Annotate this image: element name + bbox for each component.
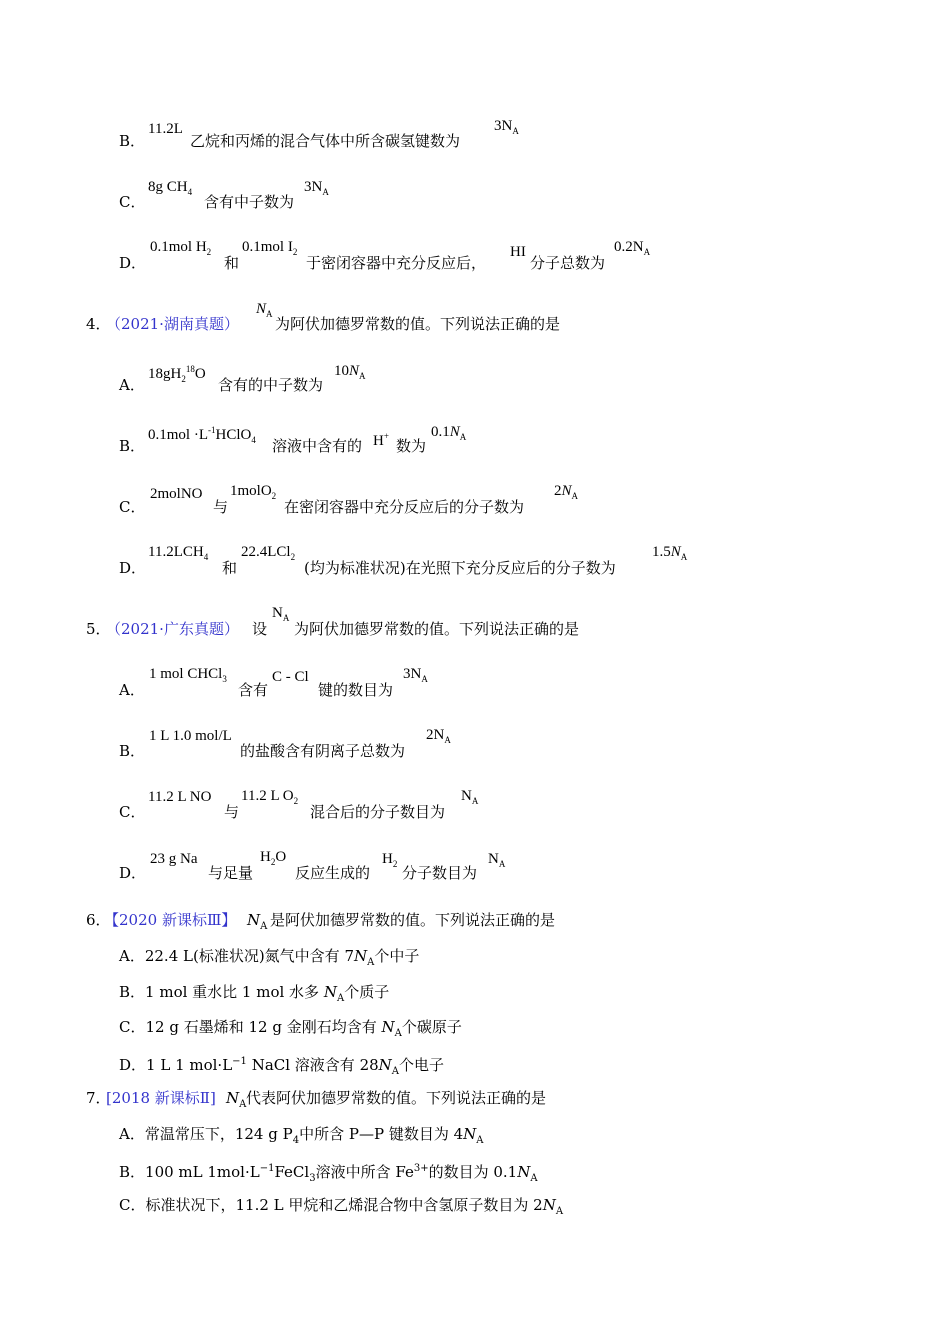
formula: $2N_A$ <box>426 727 451 745</box>
q7-option-c: C．标准状况下，11.2 L 甲烷和乙烯混合物中含氢原子数目为 $2N_A$ <box>119 1196 564 1217</box>
formula: $N_A$ <box>226 1089 247 1110</box>
option-label: D． <box>119 254 147 272</box>
question-source: （2021·湖南真题） <box>106 315 239 333</box>
formula: 11.2 L $O_2$ <box>241 788 299 806</box>
formula: $N_A$ <box>461 788 479 806</box>
question-number: 4． <box>86 315 111 333</box>
formula: $N_A$ <box>272 605 290 623</box>
option-text: 在密闭容器中充分反应后的分子数为 <box>284 498 525 516</box>
option-label: D． <box>119 559 147 577</box>
option-text: 与 <box>213 498 229 516</box>
formula: 8g $CH_4$ <box>148 179 193 197</box>
option-text: 溶液中含有的 <box>272 437 363 455</box>
q6-option-a: A．22.4 L(标准状况)氮气中含有 $7N_A$个中子 <box>119 947 420 968</box>
option-text: 和 <box>222 559 238 577</box>
formula: $18gH_2^{18}O$ <box>148 364 206 384</box>
formula: 1 L 1.0 mol/L <box>149 728 232 744</box>
formula: $N_A$ <box>247 911 268 932</box>
option-text: 与 <box>224 803 240 821</box>
option-label: B． <box>119 742 146 760</box>
formula: 2molNO <box>150 486 203 502</box>
formula: $0.1mol \cdot L^{-1}HClO_4$ <box>148 425 256 445</box>
question-source: [2018 新课标Ⅱ] <box>106 1089 216 1107</box>
option-text: 于密闭容器中充分反应后， <box>306 254 487 272</box>
formula: $N_A$ <box>488 851 506 869</box>
formula: $3N_A$ <box>403 666 428 684</box>
formula: $11.2LCH_4$ <box>148 544 209 562</box>
option-text: 分子总数为 <box>530 254 606 272</box>
formula: $0.1N_A$ <box>431 424 467 442</box>
option-label: D． <box>119 864 147 882</box>
option-text: 含有的中子数为 <box>218 376 324 394</box>
option-label: C． <box>119 803 146 821</box>
formula: $H_2$ <box>382 851 398 869</box>
option-label: B． <box>119 437 146 455</box>
formula: 22.4LCl$_2$ <box>241 544 296 562</box>
formula: 11.2L <box>148 121 183 137</box>
formula: $H_2O$ <box>260 849 287 867</box>
question-stem: 代表阿伏加德罗常数的值。下列说法正确的是 <box>246 1089 547 1107</box>
question-number: 6． <box>86 911 111 929</box>
formula: 1 mol CHCl$_3$ <box>149 666 227 684</box>
formula: $10N_A$ <box>334 363 366 381</box>
q7-option-b: B．100 mL $1mol\cdot L^{-1}FeCl_3$溶液中所含 $Fe^{3+}$的数目为 $0.1N_A$ <box>119 1163 538 1184</box>
formula: 23 g Na <box>150 851 198 867</box>
question-number: 5． <box>86 620 111 638</box>
formula: $N_A$ <box>256 301 273 319</box>
question-stem: 是阿伏加德罗常数的值。下列说法正确的是 <box>270 911 556 929</box>
option-text: 和 <box>224 254 240 272</box>
option-text: 键的数目为 <box>318 681 394 699</box>
q6-option-c: C．12 g 石墨烯和 12 g 金刚石均含有 $N_A$个碳原子 <box>119 1018 462 1039</box>
formula: C - Cl <box>272 669 309 685</box>
formula: 0.1mol $H_2$ <box>150 239 212 257</box>
option-label: C． <box>119 498 146 516</box>
question-stem-prefix: 设 <box>252 620 268 638</box>
question-number: 7． <box>86 1089 111 1107</box>
option-text: 乙烷和丙烯的混合气体中所含碳氢键数为 <box>190 132 461 150</box>
formula: $3N_A$ <box>494 118 519 136</box>
q6-option-d: D．1 L 1 $mol\cdot L^{-1}$ NaCl 溶液含有 $28N_A$个电子 <box>119 1056 445 1077</box>
formula: $2N_A$ <box>554 483 579 501</box>
option-label: B． <box>119 132 146 150</box>
option-text: 与足量 <box>208 864 254 882</box>
formula: $1.5N_A$ <box>652 544 688 562</box>
question-stem: 为阿伏加德罗常数的值。下列说法正确的是 <box>294 620 580 638</box>
formula: $0.2N_A$ <box>614 239 651 257</box>
formula: 0.1mol $I_2$ <box>242 239 298 257</box>
option-text: 反应生成的 <box>295 864 371 882</box>
option-label: A． <box>119 376 145 394</box>
option-text: 数为 <box>396 437 427 455</box>
option-text: 含有中子数为 <box>204 193 295 211</box>
formula: H+ <box>373 431 389 449</box>
q6-option-b: B．1 mol 重水比 1 mol 水多 $N_A$个质子 <box>119 983 390 1004</box>
option-text: 的盐酸含有阴离子总数为 <box>240 742 406 760</box>
question-source: （2021·广东真题） <box>106 620 239 638</box>
formula: 11.2 L NO <box>148 789 212 805</box>
formula: HI <box>510 244 526 260</box>
option-text: 混合后的分子数目为 <box>310 803 446 821</box>
option-text: (均为标准状况)在光照下充分反应后的分子数为 <box>304 559 616 577</box>
question-stem: 为阿伏加德罗常数的值。下列说法正确的是 <box>275 315 561 333</box>
option-text: 分子数目为 <box>402 864 478 882</box>
q7-option-a: A．常温常压下，124 g $P_4$中所含 P—P 键数目为 $4N_A$ <box>119 1125 484 1146</box>
formula: 1molO$_2$ <box>230 483 277 501</box>
option-label: C． <box>119 193 146 211</box>
question-source: 【2020 新课标Ⅲ】 <box>104 911 237 929</box>
option-text: 含有 <box>238 681 269 699</box>
option-label: A． <box>119 681 145 699</box>
formula: $3N_A$ <box>304 179 329 197</box>
